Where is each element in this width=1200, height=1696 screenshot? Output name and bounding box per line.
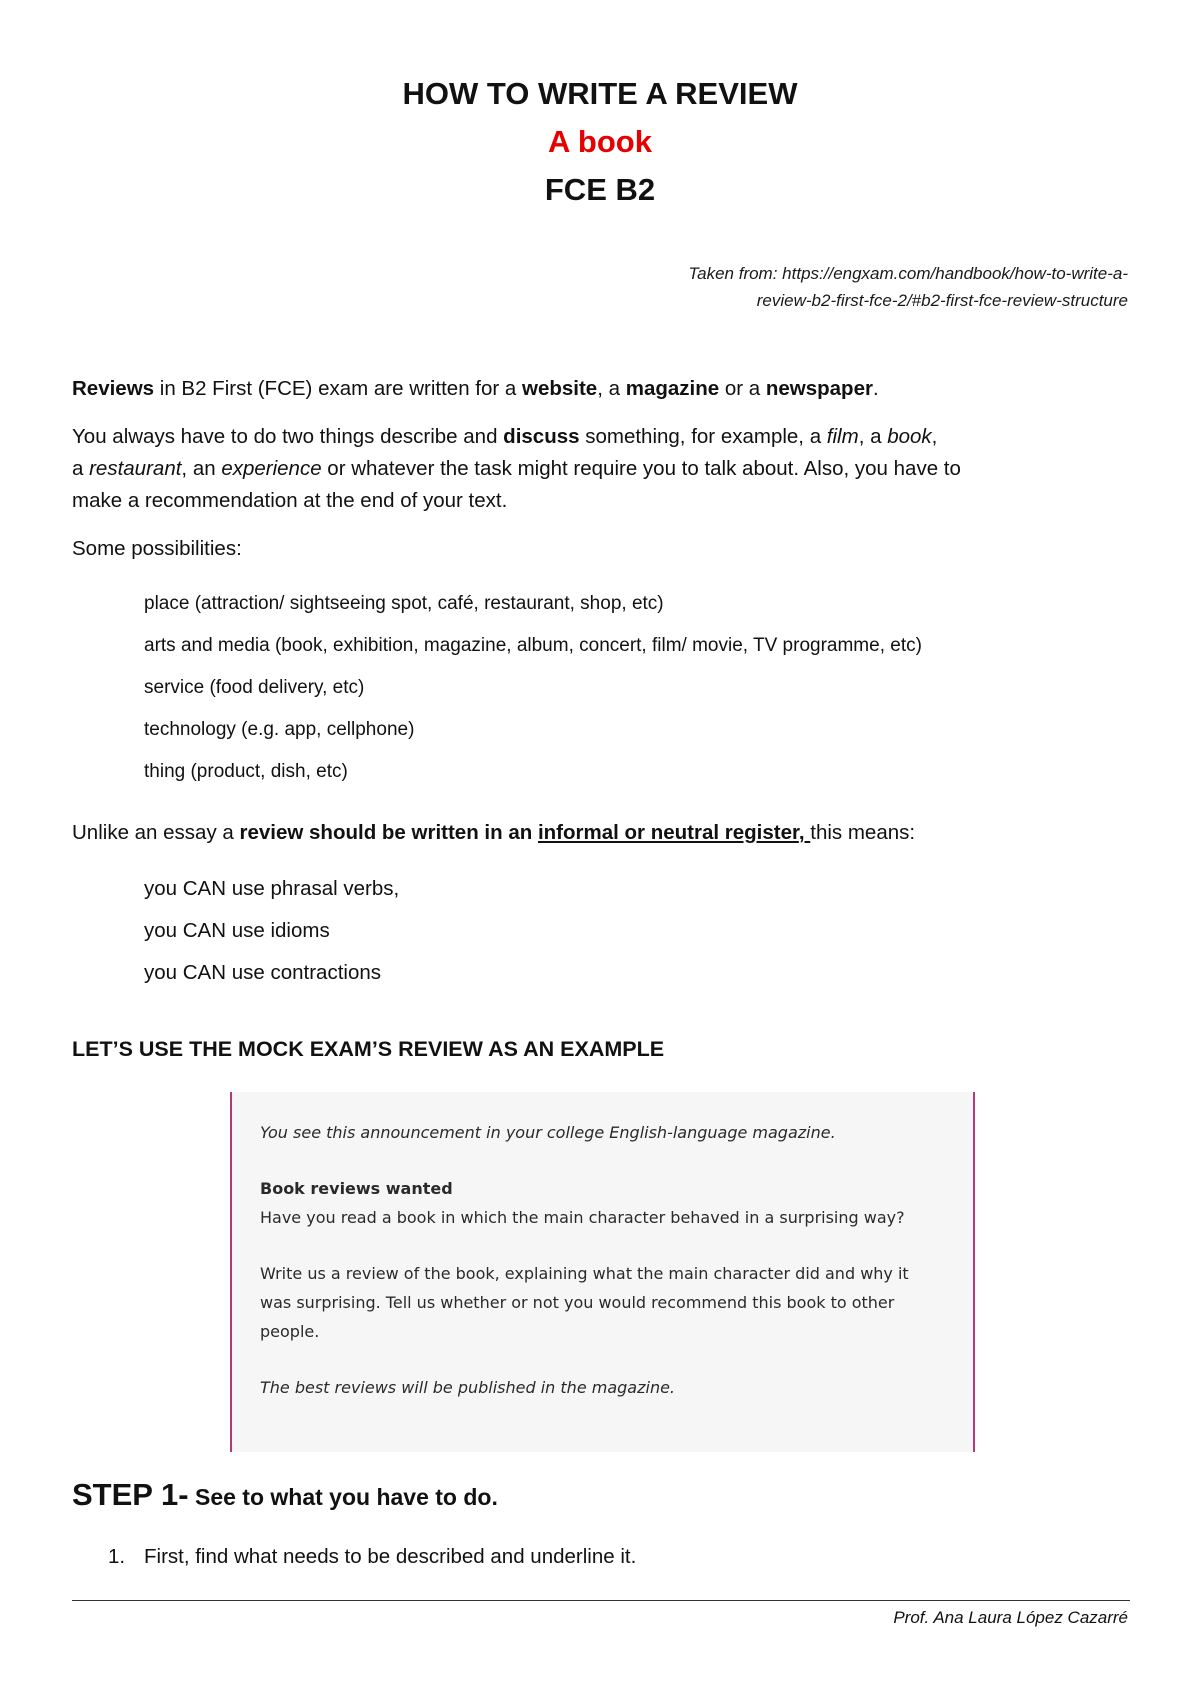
footer-author: Prof. Ana Laura López Cazarré — [893, 1608, 1128, 1627]
register-list — [144, 868, 1044, 994]
source-citation — [568, 260, 1128, 314]
list-item: service (food delivery, etc) — [144, 677, 365, 698]
list-item: place (attraction/ sightseeing spot, café, restaurant, shop, etc) — [144, 593, 664, 614]
document-title: HOW TO WRITE A REVIEW — [402, 76, 798, 111]
task-intro: You see this announcement in your college English-language magazine. — [260, 1123, 836, 1142]
list-item: you CAN use phrasal verbs, — [144, 877, 400, 900]
task-instruction: Write us a review of the book, explaining what the main character did and why it — [260, 1264, 909, 1283]
task-question: Have you read a book in which the main character behaved in a surprising way? — [260, 1208, 905, 1227]
description-paragraph: You always have to do two things describe and discuss something, for example, a film, a book, a restaurant, an experience or whatever the task might require you to talk about. Also, you have to make a recommendation at the end of your text. — [72, 425, 961, 512]
source-line: review-b2-first-fce-2/#b2-first-fce-review-structure — [756, 291, 1128, 310]
task-closing: The best reviews will be published in the magazine. — [260, 1378, 676, 1397]
numbered-item: 1. First, find what needs to be described and underline it. — [108, 1545, 637, 1568]
step-heading: STEP 1- See to what you have to do. — [72, 1477, 498, 1512]
possibilities-list — [144, 583, 1044, 793]
task-instruction: people. — [260, 1322, 320, 1341]
level-label: FCE B2 — [544, 172, 656, 207]
example-heading: LET’S USE THE MOCK EXAM’S REVIEW AS AN EXAMPLE — [72, 1037, 665, 1061]
footer-divider — [72, 1600, 1130, 1601]
task-instruction: was surprising. Tell us whether or not you would recommend this book to other — [260, 1293, 895, 1312]
list-item: you CAN use contractions — [144, 961, 382, 984]
list-item: you CAN use idioms — [144, 919, 330, 942]
register-paragraph: Unlike an essay a review should be written in an informal or neutral register, this means: — [72, 821, 916, 844]
list-item: arts and media (book, exhibition, magazine, album, concert, film/ movie, TV programme, etc) — [144, 635, 922, 656]
document-subtitle: A book — [548, 124, 652, 159]
possibilities-label: Some possibilities: — [72, 537, 242, 560]
task-heading: Book reviews wanted — [260, 1179, 453, 1198]
exam-task-box — [230, 1092, 975, 1452]
list-item: thing (product, dish, etc) — [144, 761, 348, 782]
intro-paragraph: Reviews in B2 First (FCE) exam are written for a website, a magazine or a newspaper. — [72, 377, 879, 400]
list-item: technology (e.g. app, cellphone) — [144, 719, 415, 740]
source-line: Taken from: https://engxam.com/handbook/how-to-write-a- — [688, 264, 1128, 283]
